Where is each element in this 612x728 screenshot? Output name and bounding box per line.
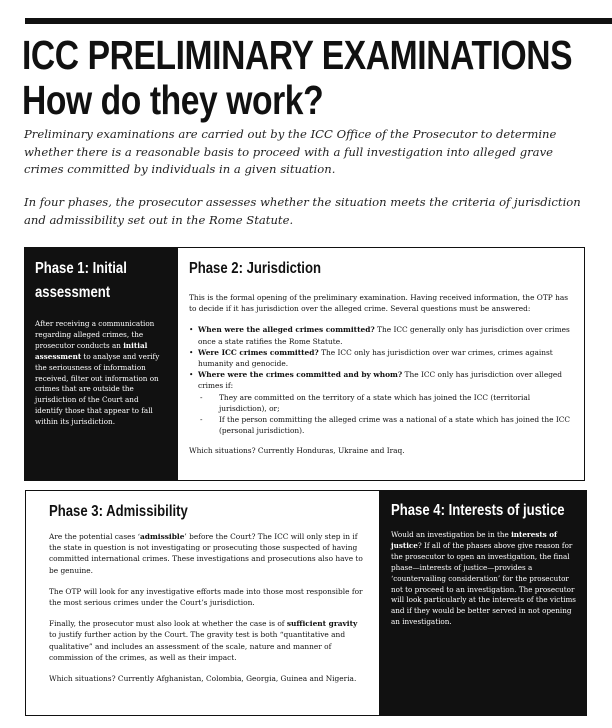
phase-1-title: Phase 1: Initial assessment — [35, 260, 127, 301]
phase-2-situations: Which situations? Currently Honduras, Ukraine and Iraq. — [189, 446, 405, 456]
phase-3-situations: Which situations? Currently Afghanistan, Colombia, Georgia, Guinea and Nigeria. — [49, 674, 357, 684]
phase-4-text: Would an investigation be in the interests of justice? If all of the phases above give reason for the prosecutor to open an investigation, the final phase—interests of justice—provides a ‘countervailing consideration’ for the prosecutor not to proceed to an investigation. The prosecutor will look particularly at the interests of the victims and if they would be better served in not opening an investigation. — [391, 530, 576, 627]
phase-3-paragraph-3: Finally, the prosecutor must also look at whether the case is of sufficient gravity to justify further action by the Court. The gravity test is both “quantitative and qualitative” and includes an assessment of the scale, nature and manner of commission of the crimes, as well as their impact. — [49, 619, 358, 662]
phase-3-panel — [25, 490, 380, 716]
phase-4-title: Phase 4: Interests of justice — [391, 502, 565, 519]
phase-2-question-list — [189, 324, 572, 436]
phase-1-text: After receiving a communication regarding alleged crimes, the prosecutor conducts an initial assessment to analyse and verify the seriousness of information received, filter out information on crimes that are outside the jurisdiction of the Court and identify those that appear to fall within its jurisdiction. — [35, 319, 160, 427]
jurisdiction-conditions — [198, 392, 572, 437]
phase-1-panel — [24, 247, 177, 481]
page-title: ICC PRELIMINARY EXAMINATIONS — [22, 32, 573, 78]
list-item: • When were the alleged crimes committed? The ICC generally only has jurisdiction over crimes once a state ratifies the Rome Statute. — [189, 325, 570, 346]
list-item: - They are committed on the territory of a state which has joined the ICC (territorial jurisdiction), or; — [200, 392, 531, 413]
list-item: - If the person committing the alleged crime was a national of a state which has joined the ICC (personal jurisdiction). — [200, 415, 571, 436]
top-rule — [25, 18, 612, 24]
intro-paragraph-2: In four phases, the prosecutor assesses whether the situation meets the criteria of jurisdiction and admissibility set out in the Rome Statute. — [24, 195, 581, 227]
phase-3-paragraph-2: The OTP will look for any investigative efforts made into those most responsible for the most serious crimes under the Court’s jurisdiction. — [49, 586, 363, 608]
phase-4-panel — [380, 490, 587, 716]
phase-3-title: Phase 3: Admissibility — [49, 503, 188, 520]
phase-2-intro: This is the formal opening of the preliminary examination. Having received information, the OTP has to decide if it has jurisdiction over the alleged crime. Several questions must be answered: — [189, 293, 569, 314]
phase-2-panel — [177, 247, 585, 481]
page-subtitle: How do they work? — [22, 77, 324, 123]
intro-paragraph-1: Preliminary examinations are carried out by the ICC Office of the Prosecutor to determine whether there is a reasonable basis to proceed with a full investigation into alleged grave crimes committed by individuals in a given situation. — [24, 127, 557, 176]
phase-2-title: Phase 2: Jurisdiction — [189, 260, 321, 277]
list-item: • Where were the crimes committed and by whom? The ICC only has jurisdiction over alleged crimes if: - They are committed on the territory of a state which has joined the ICC (territorial jurisdiction), or; - If the person committing the alleged crime was a national of a state which has joined the ICC (personal jurisdiction). — [189, 370, 571, 436]
list-item: • Were ICC crimes committed? The ICC only has jurisdiction over war crimes, crimes against humanity and genocide. — [189, 347, 553, 369]
phase-3-paragraph-1: Are the potential cases ‘admissible’ before the Court? The ICC will only step in if the state in question is not investigating or prosecuting those suspected of having committed international crimes. These investigations and prosecutions also have to be genuine. — [49, 532, 363, 575]
